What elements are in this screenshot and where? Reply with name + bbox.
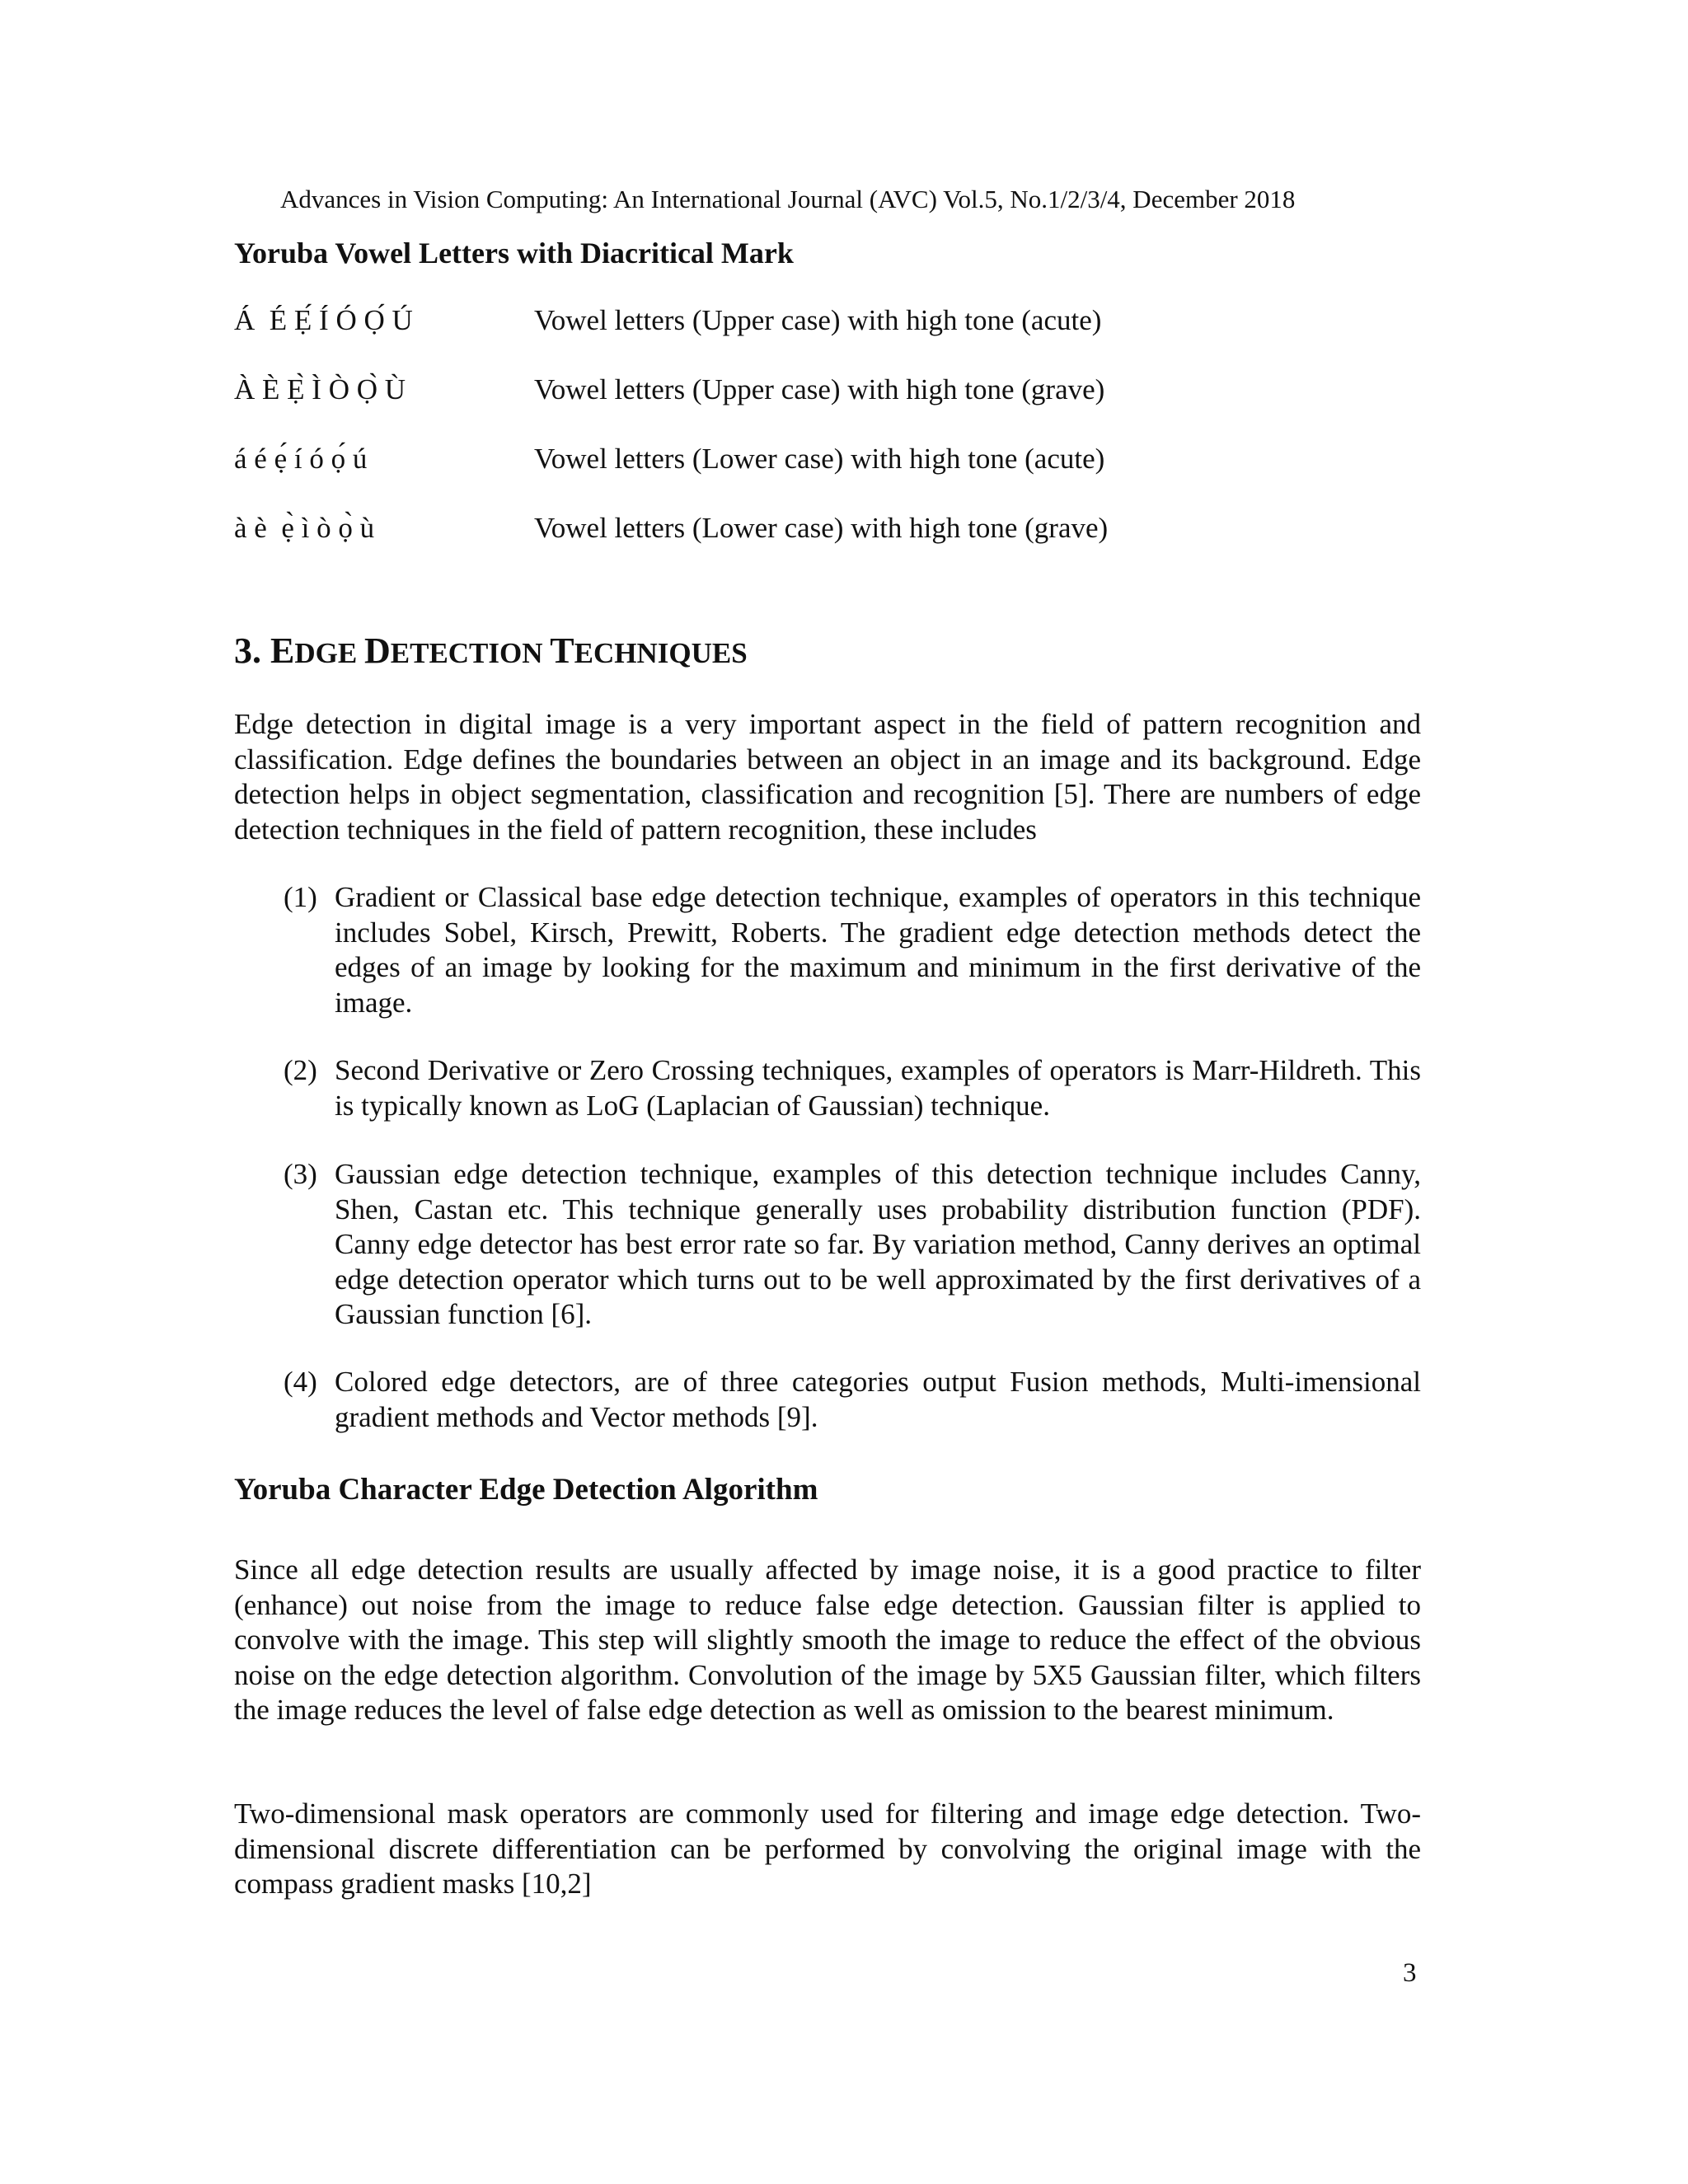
section-intro-paragraph: Edge detection in digital image is a very important aspect in the field of pattern recognition and classification. Edge defines the boundaries between an object in an image and its background. Edge detection helps in object segmentation, classification and recognition [5]. There are numbers of edge detection techniques in the field of pattern recognition, these includes [234, 708, 1421, 846]
list-text: Colored edge detectors, are of three categories output Fusion methods, Multi-imensional gradient methods and Vector methods [9]. [335, 1366, 1421, 1433]
vowel-description: Vowel letters (Lower case) with high tone (grave) [534, 512, 1109, 544]
algorithm-heading: Yoruba Character Edge Detection Algorithm [234, 1473, 818, 1507]
vowel-row [234, 301, 1421, 340]
list-number: (2) [284, 1054, 317, 1086]
vowel-row [234, 439, 1421, 479]
list-number: (1) [284, 881, 317, 913]
page-number: 3 [1403, 1958, 1417, 1988]
vowel-row [234, 509, 1421, 548]
list-text: Second Derivative or Zero Crossing techniques, examples of operators is Marr-Hildreth. This is typically known as LoG (Laplacian of Gaussian) technique. [335, 1054, 1421, 1122]
vowel-letters: á é ẹ́ í ó ọ́ ú [234, 443, 368, 475]
vowel-description: Vowel letters (Lower case) with high tone (acute) [534, 443, 1105, 475]
vowel-description: Vowel letters (Upper case) with high tone (acute) [534, 304, 1102, 336]
vowel-row [234, 370, 1421, 410]
section-heading: 3. EDGE DETECTION TECHNIQUES [234, 630, 748, 671]
algorithm-paragraph: Two-dimensional mask operators are commonly used for filtering and image edge detection. Two-dimensional discrete differentiation can be performed by convolving the original image with the compass gradient masks [10,2] [234, 1797, 1421, 1900]
section-number: 3. [234, 630, 261, 671]
list-number: (3) [284, 1158, 317, 1190]
list-number: (4) [284, 1366, 317, 1398]
vowel-letters: À È Ẹ̀ Ì Ò Ọ̀ Ù [234, 373, 406, 405]
vowel-letters: à è ẹ̀ ì ò ọ̀ ù [234, 512, 375, 544]
list-text: Gaussian edge detection technique, examples of this detection technique includes Canny, Shen, Castan etc. This technique generally uses probability distribution function (PDF). Canny edge detector has best error rate so far. By variation method, Canny derives an optimal edge detection operator which turns out to be well approximated by the first derivatives of a Gaussian function [6]. [335, 1158, 1421, 1330]
vowel-description: Vowel letters (Upper case) with high tone (grave) [534, 373, 1105, 405]
list-text: Gradient or Classical base edge detection technique, examples of operators in this technique includes Sobel, Kirsch, Prewitt, Roberts. The gradient edge detection methods detect the edges of an image by looking for the maximum and minimum in the first derivative of the image. [335, 881, 1421, 1019]
vowel-letters: Á É Ẹ́ Í Ó Ọ́ Ú [234, 304, 413, 336]
running-header: Advances in Vision Computing: An International Journal (AVC) Vol.5, No.1/2/3/4, December 2018 [280, 185, 1296, 213]
algorithm-paragraph: Since all edge detection results are usually affected by image noise, it is a good practice to filter (enhance) out noise from the image to reduce false edge detection. Gaussian filter is applied to convolve with the image. This step will slightly smooth the image to reduce the effect of the obvious noise on the edge detection algorithm. Convolution of the image by 5X5 Gaussian filter, which filters the image reduces the level of false edge detection as well as omission to the bearest minimum. [234, 1554, 1421, 1726]
vowels-heading: Yoruba Vowel Letters with Diacritical Mark [234, 237, 794, 269]
